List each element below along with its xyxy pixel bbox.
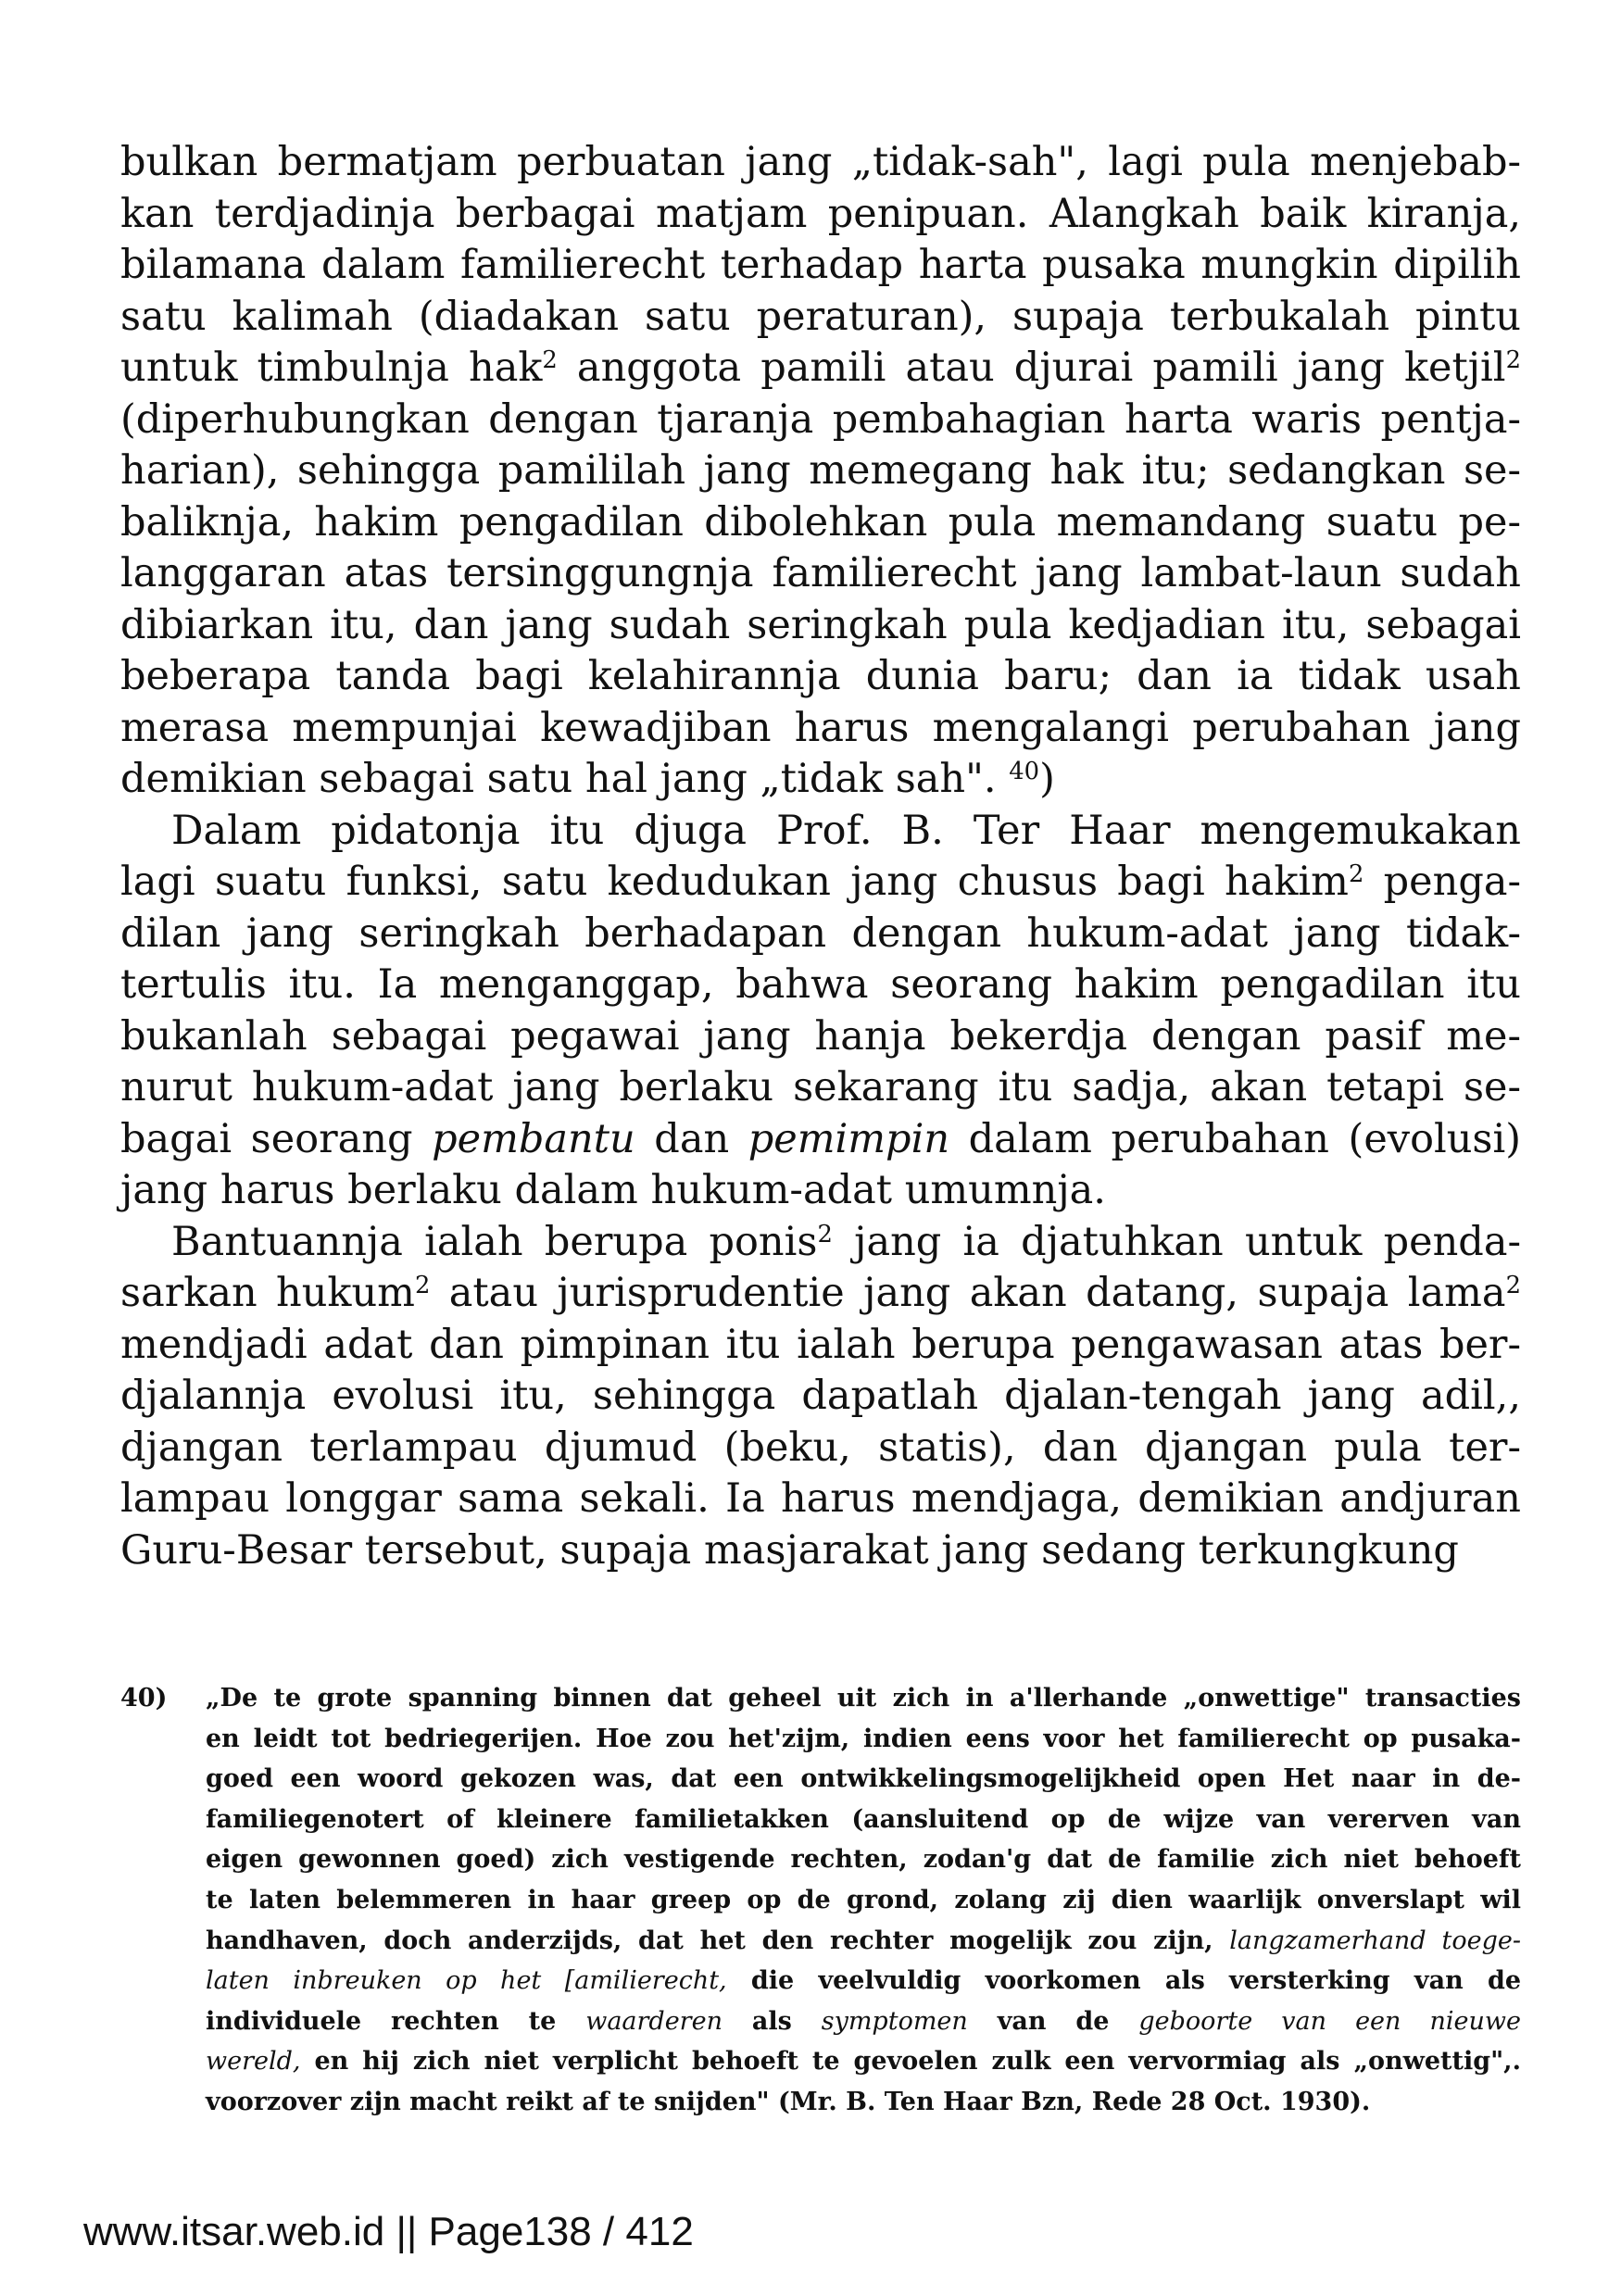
italic-term: laten inbreuken op het [amilierecht, — [206, 1966, 727, 1996]
footnote-line: voorzover zijn macht reikt af te snijden" (Mr. B. Ten Haar Bzn, Rede 28 Oct. 1930). — [206, 2087, 1371, 2116]
footnote-line: goed een woord gekozen was, dat een ontwikkelingsmogelijkheid open Het naar in de- — [206, 1764, 1521, 1794]
paragraph-2 — [120, 806, 1521, 1217]
italic-term: waarderen — [585, 2006, 723, 2036]
text-line: djangan terlampau djumud (beku, statis), dan djangan pula ter- — [120, 1424, 1521, 1471]
superscript-mark: 2 — [1505, 1271, 1521, 1299]
text-line: jang harus berlaku dalam hukum-adat umumnja. — [120, 1167, 1106, 1213]
text-line: beberapa tanda bagi kelahirannja dunia baru; dan ia tidak usah — [120, 653, 1521, 699]
footnote-reference: 40 — [1009, 757, 1040, 785]
text-line: kan terdjadinja berbagai matjam penipuan. Alangkah baik kiranja, — [120, 190, 1521, 237]
paragraph-1 — [120, 137, 1521, 806]
footnote-line: te laten belemmeren in haar greep op de grond, zolang zij dien waarlijk onverslapt wil — [206, 1885, 1521, 1914]
footnote-text — [206, 1678, 1521, 2123]
footnote-line: handhaven, doch anderzijds, dat het den rechter mogelijk zou zijn, langzamerhand toege- — [206, 1926, 1521, 1955]
italic-term: symptomen — [821, 2006, 968, 2036]
superscript-mark: 2 — [1505, 345, 1521, 374]
text-line: nurut hukum-adat jang berlaku sekarang itu sadja, akan tetapi se- — [120, 1064, 1521, 1110]
text-line: (diperhubungkan dengan tjaranja pembahagian harta waris pentja- — [120, 395, 1521, 443]
superscript-mark: 2 — [1348, 859, 1364, 888]
text-line: langgaran atas tersinggungnja familierecht jang lambat-laun sudah — [120, 550, 1521, 596]
page-footer: www.itsar.web.id || Page138 / 412 — [83, 2209, 694, 2254]
text-line: dibiarkan itu, dan jang sudah seringkah pula kedjadian itu, sebagai — [120, 601, 1521, 648]
text-line: bulkan bermatjam perbuatan jang „tidak-sah", lagi pula menjebab- — [120, 139, 1521, 185]
text-line: satu kalimah (diadakan satu peraturan), supaja terbukalah pintu — [120, 293, 1521, 340]
text-line: lagi suatu funksi, satu kedudukan jang chusus bagi hakim$^2$ penga- — [120, 859, 1522, 905]
text-line: baliknja, hakim pengadilan dibolehkan pula memandang suatu pe- — [120, 498, 1521, 546]
italic-term: pembantu — [432, 1115, 635, 1162]
footnote — [120, 1678, 1521, 2123]
footnote-line: familiegenotert of kleinere familietakken (aansluitend op de wijze van vererven van — [206, 1804, 1521, 1834]
text-line: djalannja evolusi itu, sehingga dapatlah djalan-tengah jang adil,, — [120, 1373, 1521, 1419]
text-line: harian), sehingga pamililah jang memegang hak itu; sedangkan se- — [120, 447, 1521, 494]
footnote-line: laten inbreuken op het [amilierecht, die veelvuldig voorkomen als versterking van de — [206, 1966, 1522, 1996]
italic-term: geboorte van een nieuwe — [1138, 2006, 1521, 2036]
text-line: Dalam pidatonja itu djuga Prof. B. Ter Haar mengemukakan — [171, 807, 1521, 854]
text-line: tertulis itu. Ia menganggap, bahwa seorang hakim pengadilan itu — [120, 961, 1521, 1008]
text-line: bagai seorang pembantu dan pemimpin dalam perubahan (evolusi) — [120, 1115, 1522, 1162]
footnote-number: 40) — [120, 1684, 168, 1713]
text-line: Guru-Besar tersebut, supaja masjarakat jang sedang terkungkung — [120, 1526, 1459, 1574]
footnote-line: individuele rechten te waarderen als symptomen van de geboorte van een nieuwe — [206, 2006, 1521, 2036]
text-line: untuk timbulnja hak$^2$ anggota pamili atau djurai pamili jang ketjil$^2$ — [120, 345, 1521, 391]
paragraph-3 — [120, 1217, 1521, 1577]
footnote-line: en leidt tot bedriegerijen. Hoe zou het'zijm, indien eens voor het familierecht op pusaka- — [206, 1724, 1521, 1753]
text-line: lampau longgar sama sekali. Ia harus mendjaga, demikian andjuran — [120, 1475, 1521, 1522]
text-line: Bantuannja ialah berupa ponis$^2$ jang ia djatuhkan untuk penda- — [171, 1218, 1522, 1265]
text-line: mendjadi adat dan pimpinan itu ialah berupa pengawasan atas ber- — [120, 1321, 1521, 1368]
main-text — [120, 137, 1521, 1576]
text-line: merasa mempunjai kewadjiban harus mengalangi perubahan jang — [120, 704, 1521, 751]
italic-term: pemimpin — [748, 1115, 950, 1162]
text-line: bilamana dalam familierecht terhadap harta pusaka mungkin dipilih — [120, 242, 1521, 288]
italic-term: wereld, — [206, 2047, 301, 2076]
superscript-mark: 2 — [542, 345, 558, 374]
italic-term: langzamerhand toege- — [1229, 1926, 1521, 1955]
text-line: bukanlah sebagai pegawai jang hanja bekerdja dengan pasif me- — [120, 1012, 1521, 1060]
text-line: demikian sebagai satu hal jang „tidak sah". $^{40}$) — [120, 756, 1055, 802]
text-line: dilan jang seringkah berhadapan dengan hukum-adat jang tidak- — [120, 910, 1521, 957]
footnote-line: eigen gewonnen goed) zich vestigende rechten, zodan'g dat de familie zich niet behoeft — [206, 1845, 1521, 1875]
footnote-line: wereld, en hij zich niet verplicht behoeft te gevoelen zulk een vervormiag als „onwettig",. — [206, 2047, 1521, 2076]
footnote-line: „De te grote spanning binnen dat geheel uit zich in a'llerhande „onwettige" transacties — [206, 1684, 1521, 1713]
superscript-mark: 2 — [817, 1220, 833, 1248]
text-line: sarkan hukum$^2$ atau jurisprudentie jang akan datang, supaja lama$^2$ — [120, 1270, 1521, 1316]
superscript-mark: 2 — [414, 1271, 431, 1299]
